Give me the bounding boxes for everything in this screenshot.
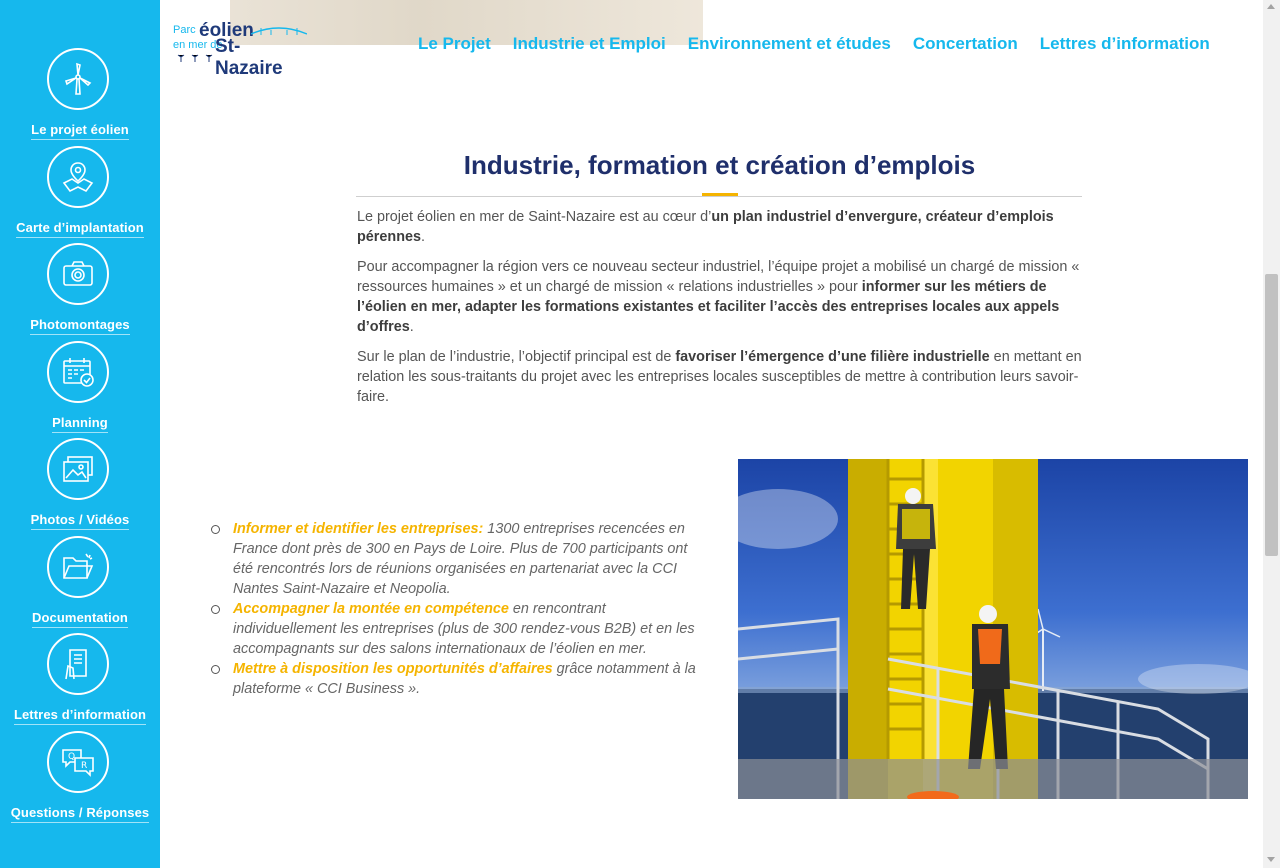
sidebar-item-label: Carte d’implantation bbox=[16, 220, 144, 238]
paragraph: Le projet éolien en mer de Saint-Nazaire est au cœur d’un plan industriel d’envergure, créateur d’emplois pérennes. bbox=[357, 209, 1054, 245]
scrollbar-thumb[interactable] bbox=[1265, 274, 1278, 556]
scroll-up-arrow-icon[interactable] bbox=[1267, 4, 1275, 9]
sidebar-item-documentation[interactable] bbox=[0, 536, 160, 632]
qa-icon bbox=[47, 731, 109, 793]
list-item: Mettre à disposition les opportunités d’affaires grâce notamment à la plateforme « CCI Business ». bbox=[210, 659, 702, 699]
sidebar-item-label: Questions / Réponses bbox=[11, 805, 150, 823]
sidebar-item-label: Photomontages bbox=[30, 317, 130, 335]
sidebar-item-carte[interactable] bbox=[0, 146, 160, 242]
sidebar-item-label: Planning bbox=[52, 415, 108, 433]
turbines-icon bbox=[177, 54, 227, 62]
sidebar-item-photomontages[interactable] bbox=[0, 243, 160, 339]
scroll-down-arrow-icon[interactable] bbox=[1267, 857, 1275, 862]
page-title: Industrie, formation et création d’emplois bbox=[463, 150, 976, 180]
list-item: Accompagner la montée en compétence en rencontrant individuellement les entreprises (plus de 300 rendez-vous B2B) et en les accompagnants sur des salons internationaux de l’éolien en mer. bbox=[210, 599, 702, 659]
nav-le-projet[interactable]: Le Projet bbox=[418, 34, 491, 53]
paragraph: Pour accompagner la région vers ce nouveau secteur industriel, l’équipe projet a mobilisé un chargé de mission « ressources humaines » et un chargé de mission « relations industrielles » pour informer sur les métiers de l’éolien en mer, adapter les formations existantes et faciliter l’accès des entreprises locales aux appels d’offres. bbox=[357, 259, 1080, 335]
title-divider bbox=[356, 196, 1082, 197]
newsletter-icon bbox=[47, 633, 109, 695]
nav-industrie-emploi[interactable]: Industrie et Emploi bbox=[512, 34, 666, 53]
map-pin-icon bbox=[47, 146, 109, 208]
nav-lettres[interactable]: Lettres d’information bbox=[1039, 34, 1210, 53]
sidebar-item-label: Le projet éolien bbox=[31, 122, 129, 140]
paragraph: Sur le plan de l’industrie, l’objectif principal est de favoriser l’émergence d’une filière industrielle en mettant en relation les sous-traitants du projet avec les entreprises locales susceptibles de mettre à contribution leurs savoir-faire. bbox=[357, 349, 1082, 405]
turbine-workers-photo bbox=[738, 459, 1248, 799]
calendar-icon bbox=[47, 341, 109, 403]
intro-text bbox=[357, 207, 1085, 417]
wind-turbine-icon bbox=[47, 48, 109, 110]
sidebar-item-projet-eolien[interactable] bbox=[0, 48, 160, 144]
page-scrollbar[interactable] bbox=[1263, 0, 1280, 868]
nav-concertation[interactable]: Concertation bbox=[912, 34, 1018, 53]
svg-text:R: R bbox=[81, 761, 88, 771]
sidebar bbox=[0, 0, 160, 868]
site-logo[interactable]: Parc éolien en mer de St-Nazaire bbox=[173, 20, 307, 62]
main-nav bbox=[418, 34, 1210, 56]
photos-icon bbox=[47, 438, 109, 500]
nav-environnement[interactable]: Environnement et études bbox=[687, 34, 891, 53]
list-item: Informer et identifier les entreprises: 1300 entreprises recencées en France dont près de 300 en Pays de Loire. Plus de 700 participants ont été rencontrés lors de réunions organisées en partenariat avec la CCI Nantes Saint-Nazaire et Neopolia. bbox=[210, 519, 702, 599]
sidebar-item-label: Photos / Vidéos bbox=[31, 512, 130, 530]
svg-text:Q: Q bbox=[68, 752, 76, 762]
sidebar-item-photos-videos[interactable] bbox=[0, 438, 160, 534]
sidebar-item-planning[interactable] bbox=[0, 341, 160, 437]
folder-icon bbox=[47, 536, 109, 598]
sidebar-item-lettres[interactable] bbox=[0, 633, 160, 729]
title-accent-bar bbox=[702, 193, 738, 196]
sidebar-item-label: Documentation bbox=[32, 610, 128, 628]
sidebar-item-label: Lettres d’information bbox=[14, 707, 146, 725]
camera-icon bbox=[47, 243, 109, 305]
bridge-icon bbox=[251, 24, 307, 36]
sidebar-item-questions[interactable] bbox=[0, 731, 160, 827]
actions-list bbox=[210, 519, 702, 699]
